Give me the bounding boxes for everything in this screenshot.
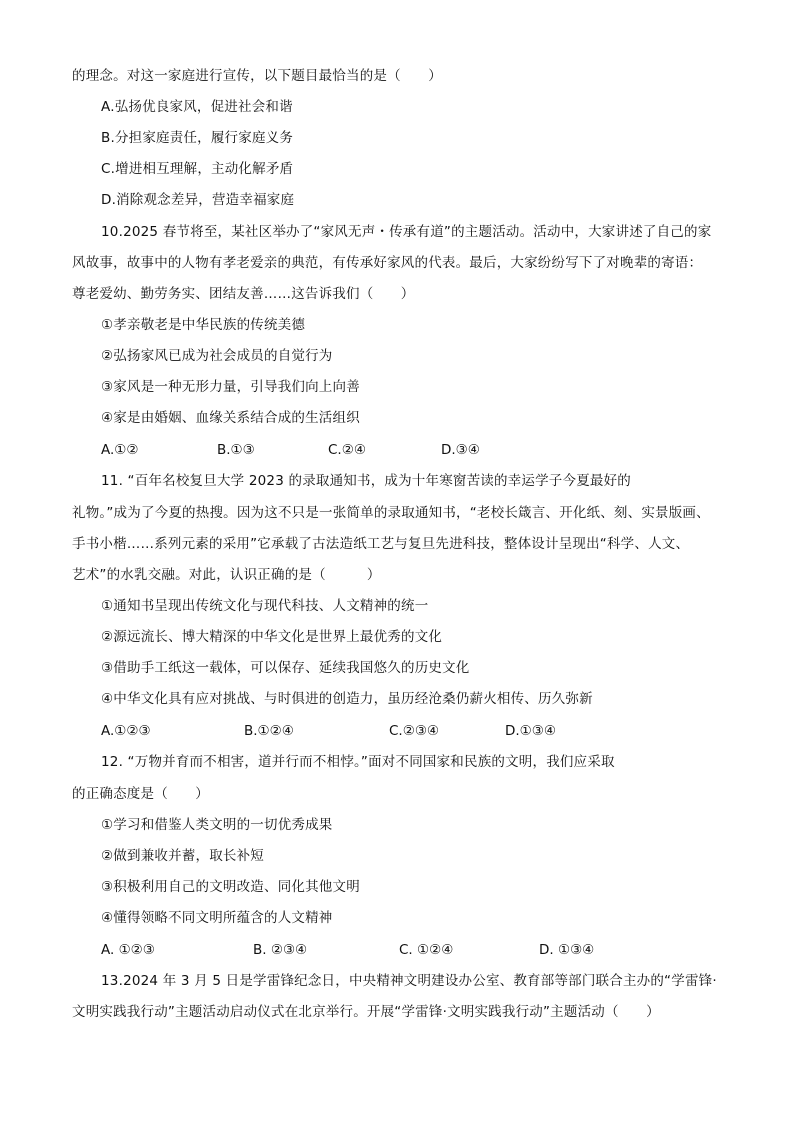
q12-item-4: ④懂得领略不同文明所蕴含的人文精神 <box>101 910 333 926</box>
q13-stem-line-1: 13.2024 年 3 月 5 日是学雷锋纪念日，中央精神文明建设办公室、教育部等部门联合主办的“学雷锋· <box>101 973 717 989</box>
q9-option-c: C.增进相互理解，主动化解矛盾 <box>101 161 294 177</box>
q12-item-2: ②做到兼收并蓄，取长补短 <box>101 848 265 864</box>
q10-stem-line-3: 尊老爱幼、勤劳务实、团结友善……这告诉我们（ ） <box>72 286 415 302</box>
q11-choice-a: A.①②③ <box>101 723 151 739</box>
q10-item-1: ①孝亲敬老是中华民族的传统美德 <box>101 317 306 333</box>
q12-choice-a: A. ①②③ <box>101 942 155 958</box>
q10-choice-d: D.③④ <box>441 442 480 458</box>
q11-item-2: ②源远流长、博大精深的中华文化是世界上最优秀的文化 <box>101 629 443 645</box>
q12-item-1: ①学习和借鉴人类文明的一切优秀成果 <box>101 817 333 833</box>
q9-option-d: D.消除观念差异，营造幸福家庭 <box>101 192 295 208</box>
q10-stem-line-2: 风故事，故事中的人物有孝老爱亲的典范，有传承好家风的代表。最后，大家纷纷写下了对晚辈的寄语： <box>72 255 703 271</box>
q10-item-3: ③家风是一种无形力量，引导我们向上向善 <box>101 379 360 395</box>
q10-item-2: ②弘扬家风已成为社会成员的自觉行为 <box>101 348 333 364</box>
q11-choice-d: D.①③④ <box>505 723 556 739</box>
q11-choice-b: B.①②④ <box>244 723 294 739</box>
q10-stem-line-1: 10.2025 春节将至，某社区举办了“家风无声・传承有道”的主题活动。活动中，大家讲述了自己的家 <box>101 224 712 240</box>
q12-stem-line-1: 12. “万物并育而不相害，道并行而不相悖。”面对不同国家和民族的文明，我们应采取 <box>101 754 615 770</box>
q11-stem-line-3: 手书小楷……系列元素的采用”它承载了古法造纸工艺与复旦先进科技，整体设计呈现出“科学、人文、 <box>72 536 690 552</box>
q12-choice-d: D. ①③④ <box>539 942 595 958</box>
q12-choice-b: B. ②③④ <box>253 942 308 958</box>
q10-choice-b: B.①③ <box>217 442 255 458</box>
q10-choice-a: A.①② <box>101 442 139 458</box>
q9-option-b: B.分担家庭责任，履行家庭义务 <box>101 130 294 146</box>
q11-item-4: ④中华文化具有应对挑战、与时俱进的创造力，虽历经沧桑仍薪火相传、历久弥新 <box>101 691 593 707</box>
q12-choice-c: C. ①②④ <box>399 942 454 958</box>
q9-stem: 的理念。对这一家庭进行宣传，以下题目最恰当的是（ ） <box>72 68 442 84</box>
q11-stem-line-1: 11. “百年名校复旦大学 2023 的录取通知书，成为十年寒窗苦读的幸运学子今夏最好的 <box>101 473 631 489</box>
q10-item-4: ④家是由婚姻、血缘关系结合成的生活组织 <box>101 410 360 426</box>
q12-item-3: ③积极利用自己的文明改造、同化其他文明 <box>101 879 360 895</box>
q11-choice-c: C.②③④ <box>389 723 440 739</box>
q10-choice-c: C.②④ <box>328 442 366 458</box>
q13-stem-line-2: 文明实践我行动”主题活动启动仪式在北京举行。开展“学雷锋·文明实践我行动”主题活动（ ） <box>72 1004 660 1020</box>
q11-stem-line-4: 艺术”的水乳交融。对此，认识正确的是（ ） <box>72 567 381 583</box>
q11-stem-line-2: 礼物。”成为了今夏的热搜。因为这不只是一张简单的录取通知书，“老校长箴言、开化纸、刻、实景版画、 <box>72 505 710 521</box>
q11-item-3: ③借助手工纸这一载体，可以保存、延续我国悠久的历史文化 <box>101 660 470 676</box>
q12-stem-line-2: 的正确态度是（ ） <box>72 786 209 802</box>
q11-item-1: ①通知书呈现出传统文化与现代科技、人文精神的统一 <box>101 598 429 614</box>
q9-option-a: A.弘扬优良家风，促进社会和谐 <box>101 99 293 115</box>
